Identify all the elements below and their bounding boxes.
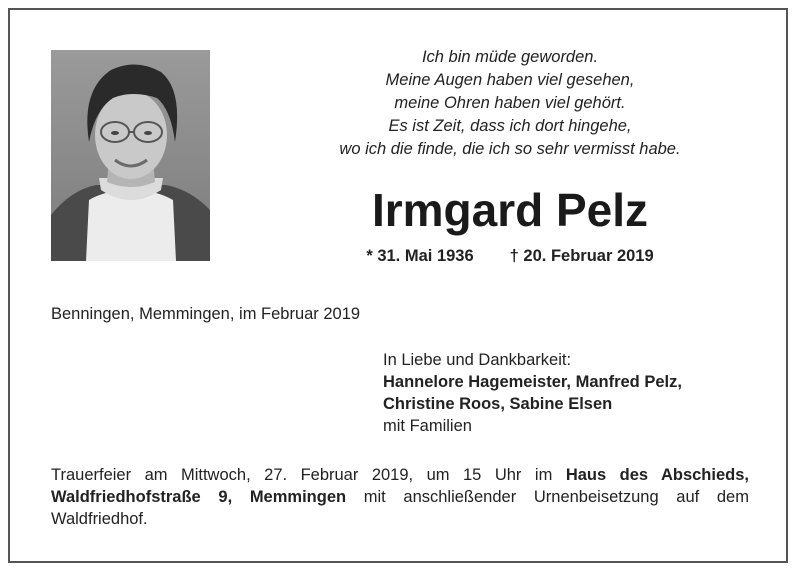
death-date: † 20. Februar 2019 bbox=[509, 247, 654, 265]
deceased-name: Irmgard Pelz bbox=[371, 184, 649, 236]
funeral-text-part2: mit anschließender Urnenbeisetzung auf dem Waldfriedhof. bbox=[51, 488, 749, 528]
funeral-info bbox=[51, 464, 749, 530]
funeral-text-part1: Trauerfeier am Mittwoch, 27. Februar 2019, um 15 Uhr im bbox=[51, 466, 566, 484]
mourner-names-line-1: Hannelore Hagemeister, Manfred Pelz, bbox=[383, 373, 682, 391]
life-dates bbox=[260, 247, 760, 266]
portrait-photo bbox=[51, 50, 210, 261]
poem-line: wo ich die finde, die ich so sehr vermisst habe. bbox=[339, 140, 681, 158]
poem bbox=[260, 46, 760, 161]
thanks-intro: In Liebe und Dankbarkeit: bbox=[383, 351, 572, 369]
mourners-block bbox=[383, 349, 682, 437]
portrait-image bbox=[51, 50, 210, 261]
place-and-date: Benningen, Memmingen, im Februar 2019 bbox=[51, 305, 361, 323]
mourner-names-line-2: Christine Roos, Sabine Elsen bbox=[383, 395, 613, 413]
poem-line: meine Ohren haben viel gehört. bbox=[394, 94, 626, 112]
poem-line: Meine Augen haben viel gesehen, bbox=[385, 71, 635, 89]
birth-date: * 31. Mai 1936 bbox=[366, 247, 474, 265]
poem-line: Es ist Zeit, dass ich dort hingehe, bbox=[388, 117, 632, 135]
poem-line: Ich bin müde geworden. bbox=[421, 48, 599, 66]
families-text: mit Familien bbox=[383, 417, 472, 435]
funeral-venue: Haus des Abschieds, Waldfriedhofstraße 9, Memmingen bbox=[51, 466, 749, 506]
